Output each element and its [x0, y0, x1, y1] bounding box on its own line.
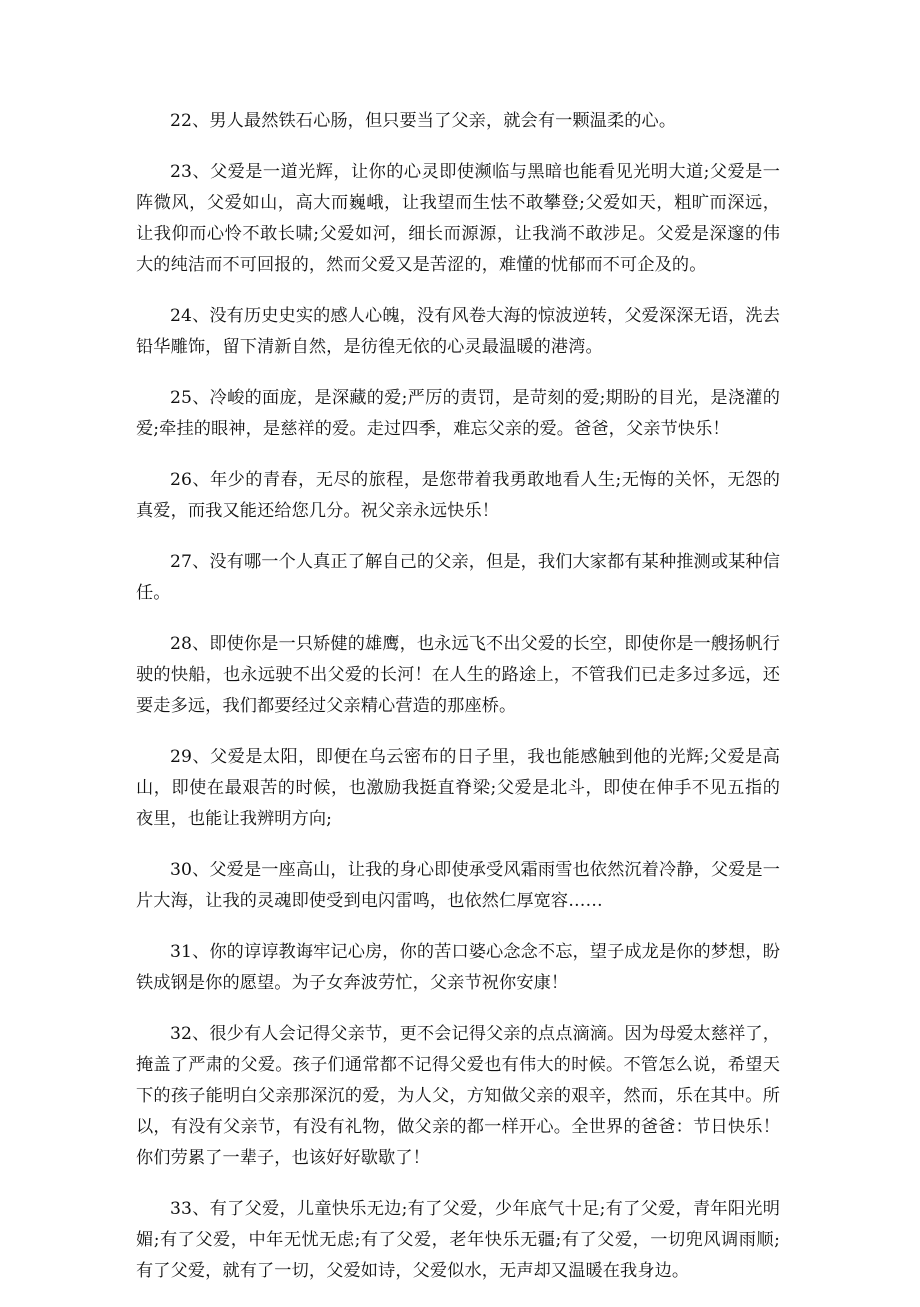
paragraph-32: 32、很少有人会记得父亲节，更不会记得父亲的点点滴滴。因为母爱太慈祥了，掩盖了严肃的父爱。孩子们通常都不记得父爱也有伟大的时候。不管怎么说，希望天下的孩子能明白父亲那深沉的爱，为人父，方知做父亲的艰辛，然而，乐在其中。所以，有没有父亲节，有没有礼物，做父亲的都一样开心。全世界的爸爸：节日快乐！你们劳累了一辈子，也该好好歇歇了！ — [136, 1024, 780, 1168]
paragraph-28: 28、即使你是一只矫健的雄鹰，也永远飞不出父爱的长空，即使你是一艘扬帆行驶的快船，也永远驶不出父爱的长河！在人生的路途上，不管我们已走多过多远，还要走多远，我们都要经过父亲精心营造的那座桥。 — [136, 634, 780, 716]
paragraph-31: 31、你的谆谆教诲牢记心房，你的苦口婆心念念不忘，望子成龙是你的梦想，盼铁成钢是你的愿望。为子女奔波劳忙，父亲节祝你安康！ — [136, 942, 780, 993]
paragraph-25: 25、冷峻的面庞，是深藏的爱;严厉的责罚，是苛刻的爱;期盼的目光，是浇灌的爱;牵挂的眼神，是慈祥的爱。走过四季，难忘父亲的爱。爸爸，父亲节快乐！ — [136, 388, 780, 439]
paragraph-30: 30、父爱是一座高山，让我的身心即使承受风霜雨雪也依然沉着冷静，父爱是一片大海，让我的灵魂即使受到电闪雷鸣，也依然仁厚宽容…… — [136, 860, 780, 911]
document-page — [136, 106, 780, 1307]
paragraph-27: 27、没有哪一个人真正了解自己的父亲，但是，我们大家都有某种推测或某种信任。 — [136, 552, 780, 603]
paragraph-26: 26、年少的青春，无尽的旅程，是您带着我勇敢地看人生;无悔的关怀，无怨的真爱，而我又能还给您几分。祝父亲永远快乐！ — [136, 470, 780, 521]
paragraph-23: 23、父爱是一道光辉，让你的心灵即使濒临与黑暗也能看见光明大道;父爱是一阵微风，父爱如山，高大而巍峨，让我望而生怯不敢攀登;父爱如天，粗旷而深远，让我仰而心怜不敢长啸;父爱如河，细长而源源，让我淌不敢涉足。父爱是深邃的伟大的纯洁而不可回报的，然而父爱又是苦涩的，难懂的忧郁而不可企及的。 — [136, 162, 780, 275]
paragraph-24: 24、没有历史史实的感人心魄，没有风卷大海的惊波逆转，父爱深深无语，洗去铅华雕饰，留下清新自然，是彷徨无依的心灵最温暖的港湾。 — [136, 306, 780, 357]
paragraph-22: 22、男人最然铁石心肠，但只要当了父亲，就会有一颗温柔的心。 — [170, 111, 677, 131]
paragraph-33: 33、有了父爱，儿童快乐无边;有了父爱，少年底气十足;有了父爱，青年阳光明媚;有了父爱，中年无忧无虑;有了父爱，老年快乐无疆;有了父爱，一切兜风调雨顺;有了父爱，就有了一切，父爱如诗，父爱似水，无声却又温暖在我身边。 — [136, 1199, 780, 1281]
paragraph-29: 29、父爱是太阳，即便在乌云密布的日子里，我也能感触到他的光辉;父爱是高山，即使在最艰苦的时候，也激励我挺直脊梁;父爱是北斗，即使在伸手不见五指的夜里，也能让我辨明方向; — [136, 747, 780, 829]
